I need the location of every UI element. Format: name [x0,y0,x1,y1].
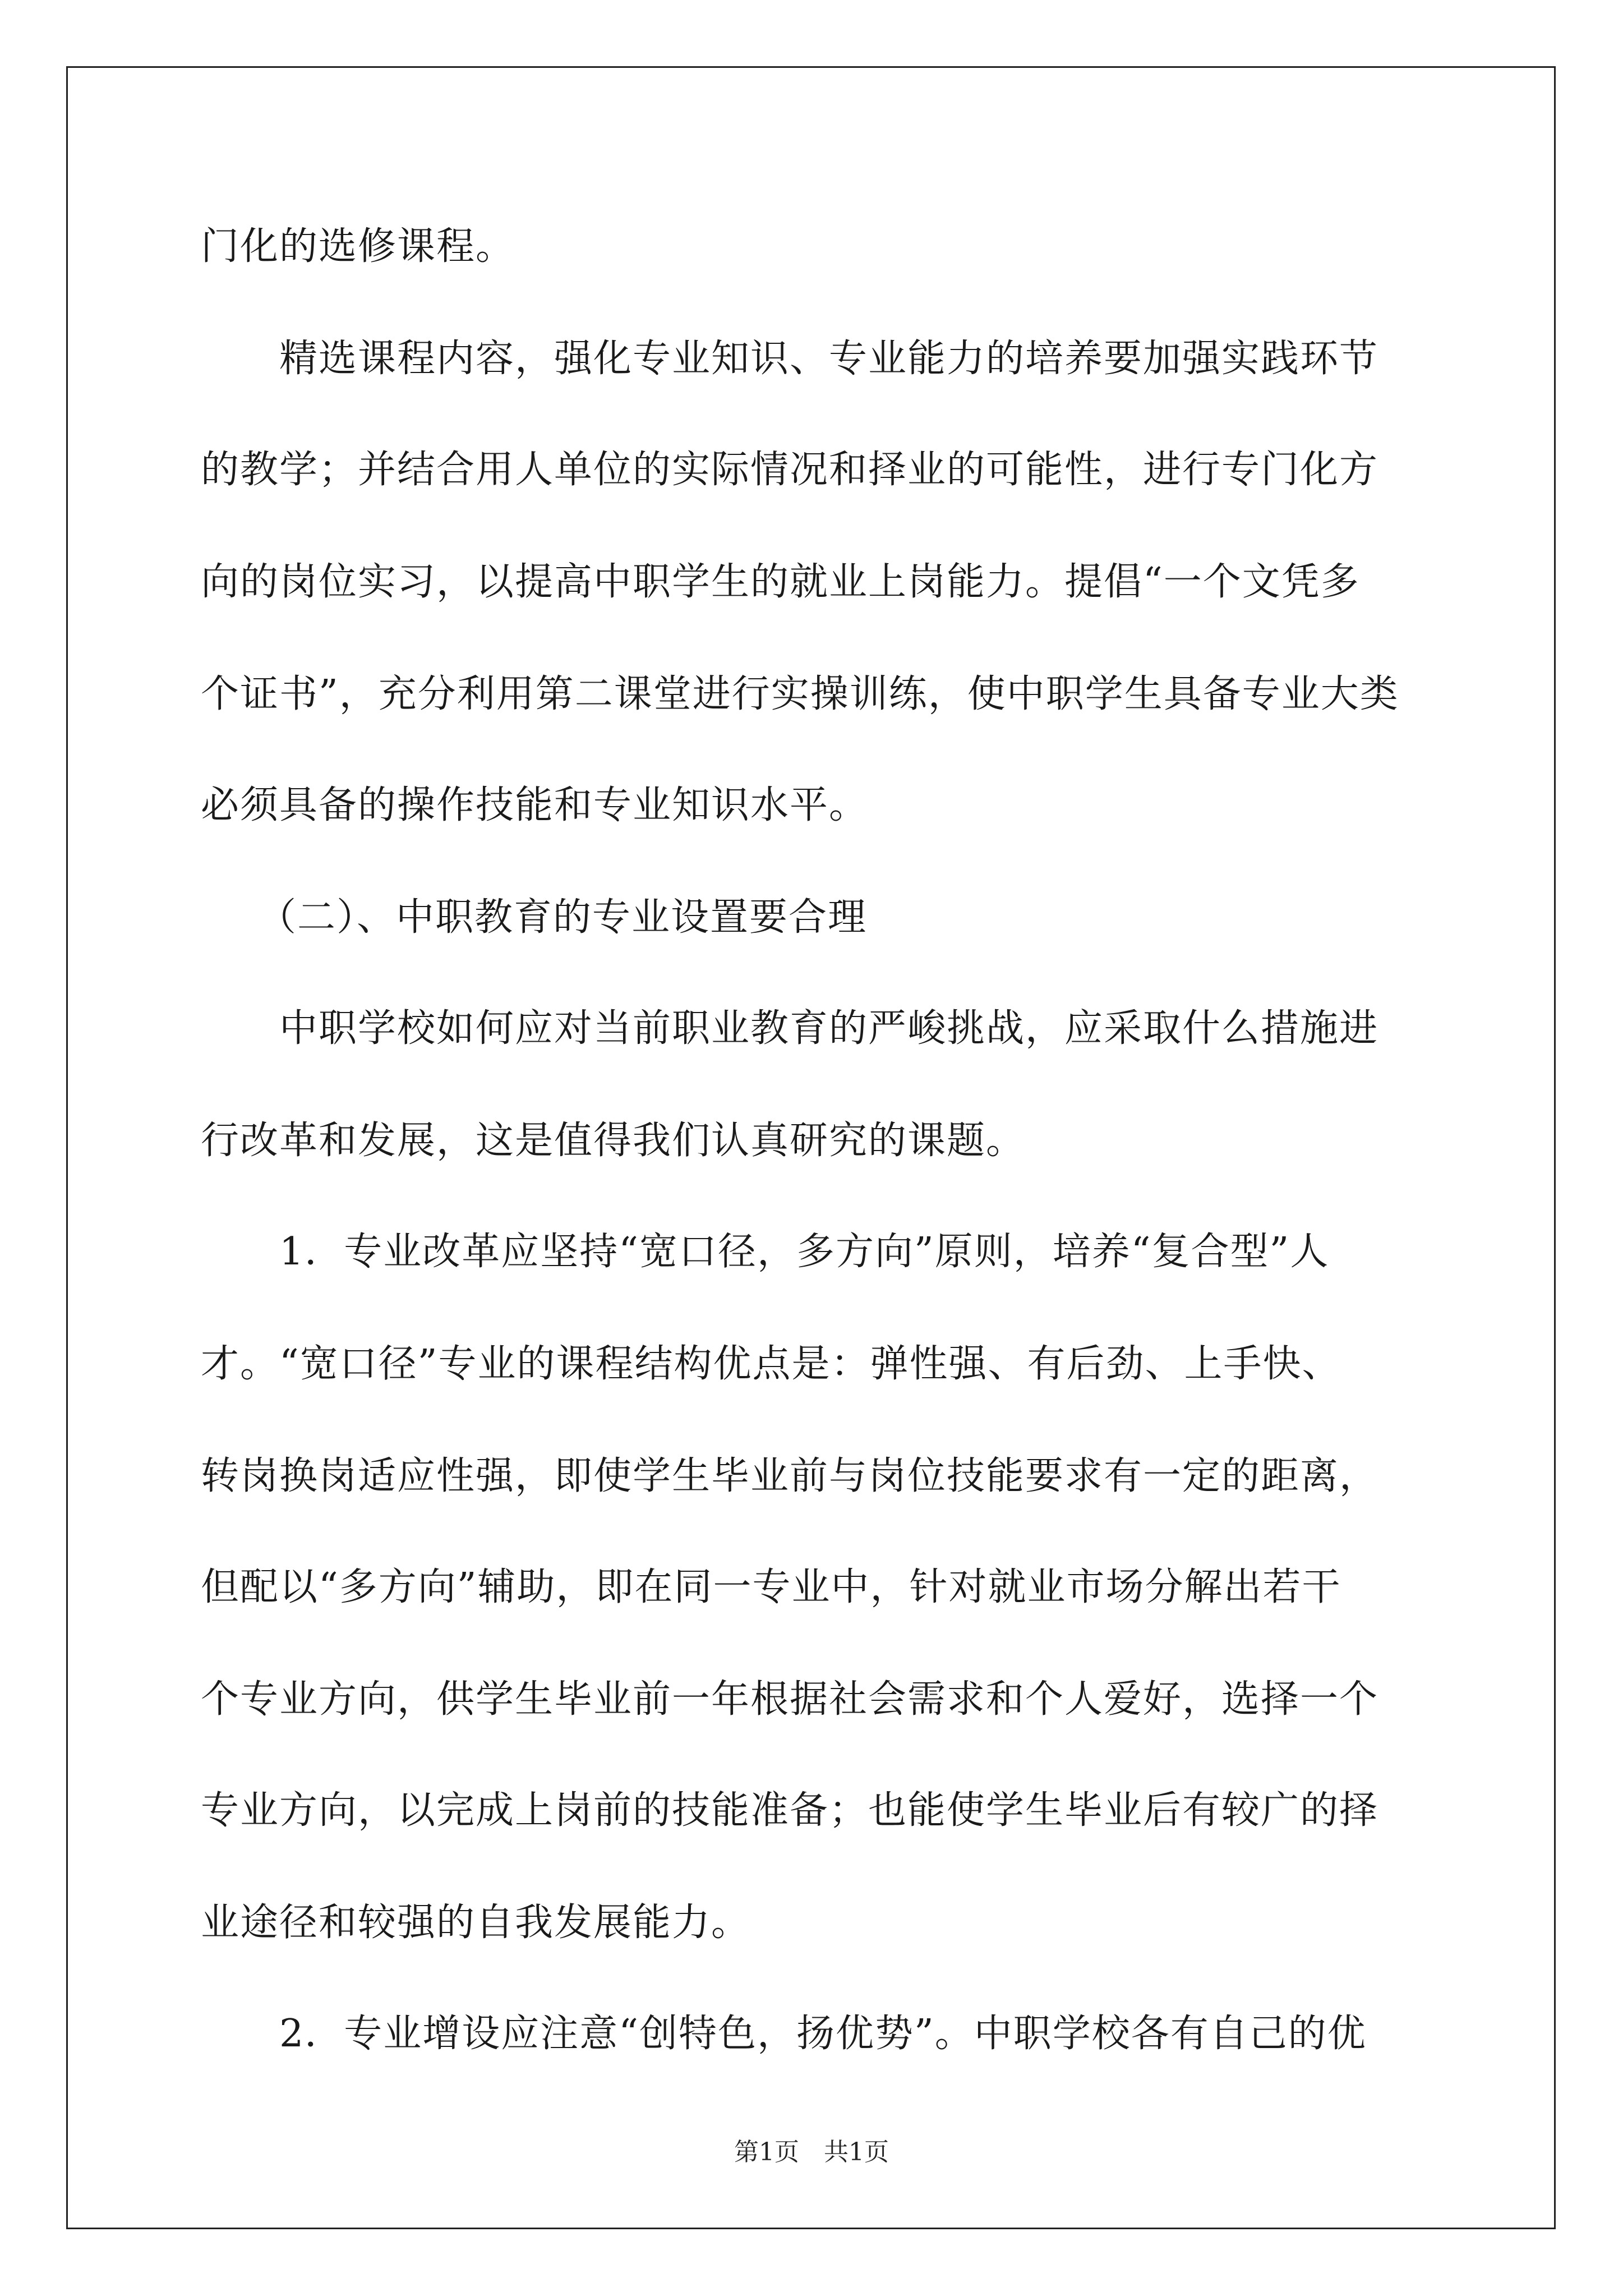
paragraph-3-line-1: 1．专业改革应坚持“宽口径，多方向”原则，培养“复合型”人 [279,1230,1330,1274]
paragraph-1-line-4: 个证书”，充分利用第二课堂进行实操训练，使中职学生具备专业大类 [201,672,1399,716]
page-number-total: 共1页 [824,2138,889,2166]
paragraph-1-line-1: 精选课程内容，强化专业知识、专业能力的培养要加强实践环节 [279,337,1379,381]
section-heading: （二）、中职教育的专业设置要合理 [258,895,868,940]
paragraph-1-line-2: 的教学；并结合用人单位的实际情况和择业的可能性，进行专门化方 [201,448,1379,492]
paragraph-1-line-5: 必须具备的操作技能和专业知识水平。 [201,783,869,827]
paragraph-3-line-7: 业途径和较强的自我发展能力。 [201,1901,751,1945]
page-number-current: 第1页 [734,2138,799,2166]
page-footer [0,2136,1623,2169]
paragraph-4-line-1: 2．专业增设应注意“创特色，扬优势”。中职学校各有自己的优 [279,2012,1367,2056]
paragraph-3-line-3: 转岗换岗适应性强，即使学生毕业前与岗位技能要求有一定的距离， [201,1454,1379,1498]
paragraph-2-line-2: 行改革和发展，这是值得我们认真研究的课题。 [201,1119,1026,1163]
paragraph-2-line-1: 中职学校如何应对当前职业教育的严峻挑战，应采取什么措施进 [279,1006,1379,1051]
text-line-1: 门化的选修课程。 [201,224,515,269]
paragraph-1-line-3: 向的岗位实习，以提高中职学生的就业上岗能力。提倡“一个文凭多 [201,560,1360,604]
paragraph-3-line-5: 个专业方向，供学生毕业前一年根据社会需求和个人爱好，选择一个 [201,1677,1379,1722]
paragraph-3-line-2: 才。“宽口径”专业的课程结构优点是：弹性强、有后劲、上手快、 [201,1342,1341,1386]
paragraph-3-line-4: 但配以“多方向”辅助，即在同一专业中，针对就业市场分解出若干 [201,1565,1341,1609]
paragraph-3-line-6: 专业方向，以完成上岗前的技能准备；也能使学生毕业后有较广的择 [201,1788,1379,1833]
